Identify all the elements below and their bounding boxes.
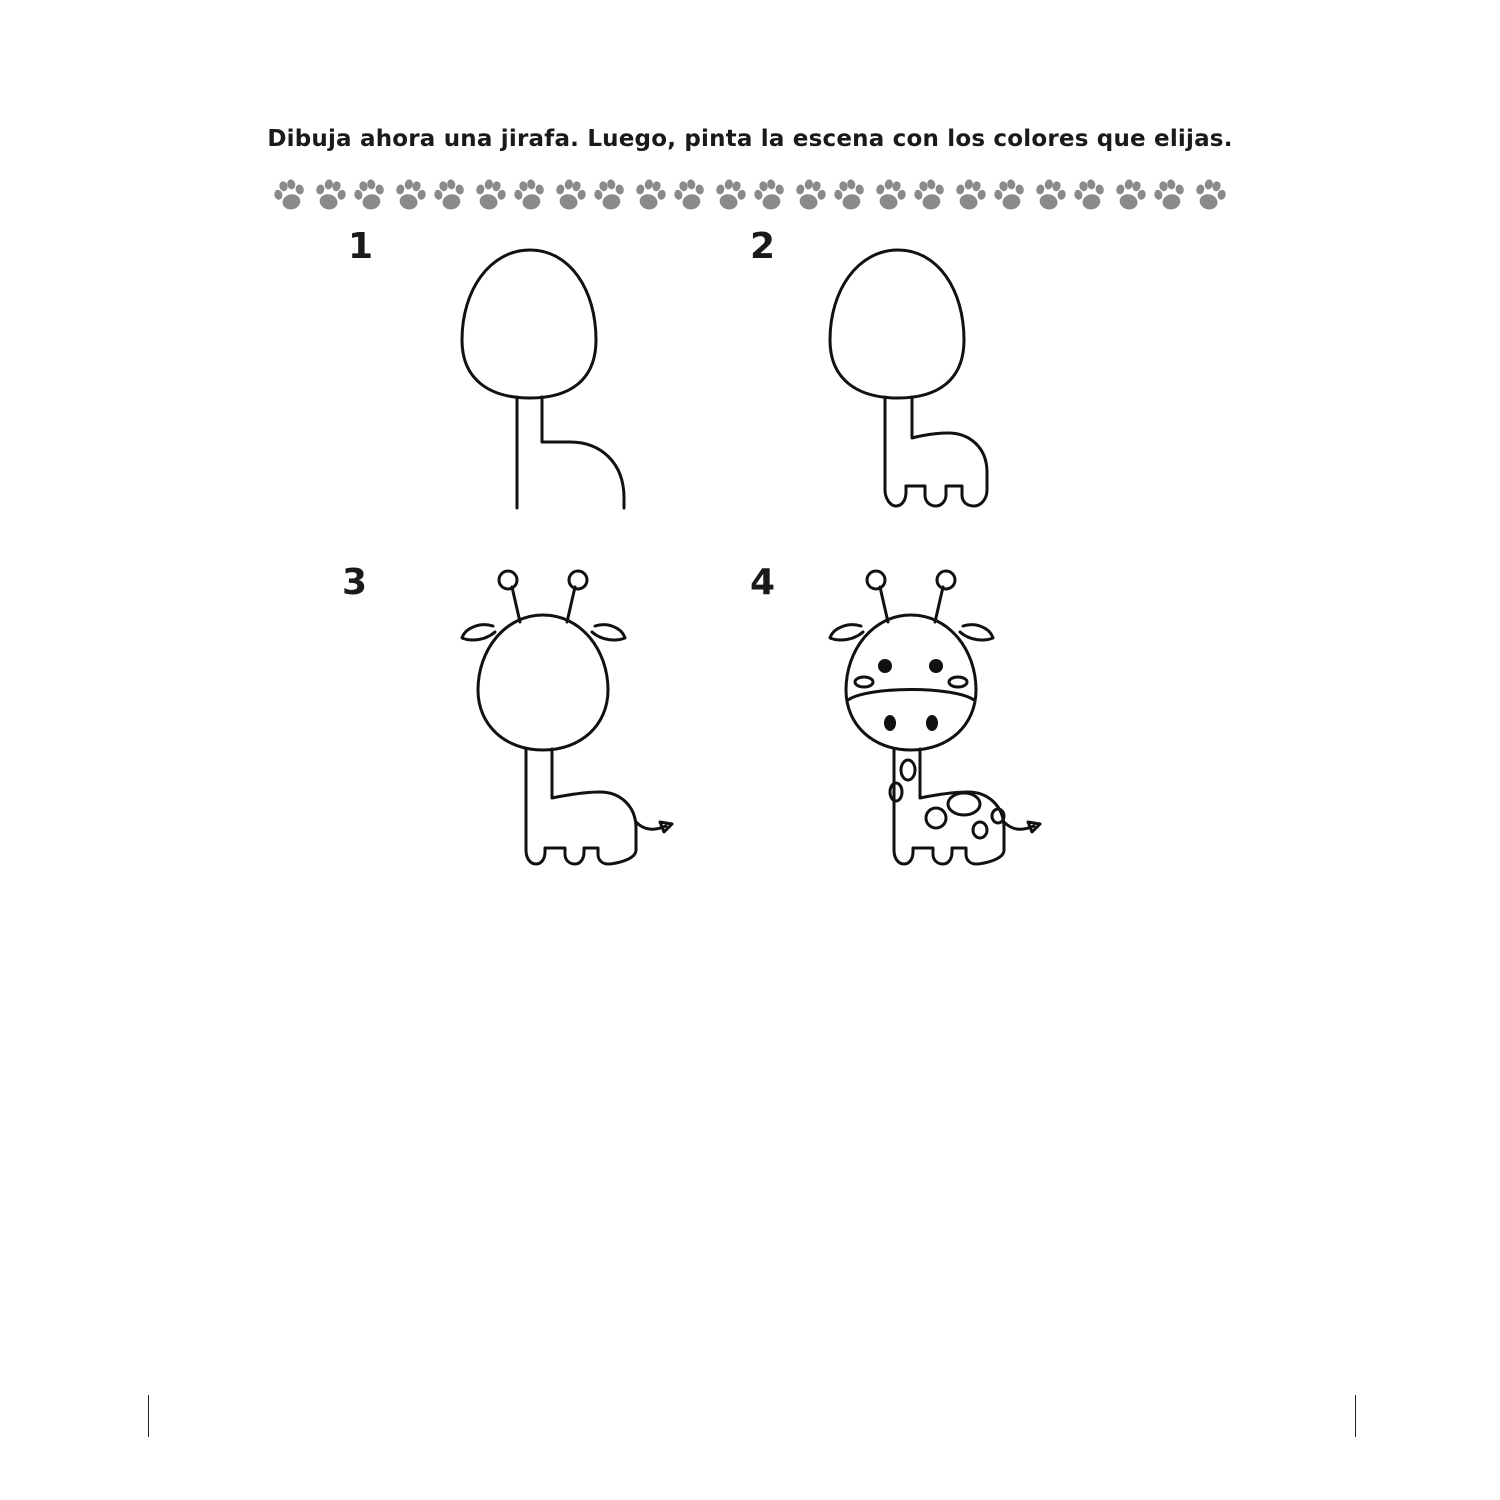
paw-print-icon	[352, 177, 388, 213]
giraffe-ear-right	[960, 625, 993, 640]
paw-print-icon	[872, 177, 908, 213]
giraffe-cheek-left	[855, 677, 873, 687]
giraffe-muzzle-line	[848, 690, 974, 701]
giraffe-spot	[973, 822, 987, 838]
paw-print-icon	[1032, 177, 1068, 213]
paw-print-icon	[592, 177, 628, 213]
step-2-giraffe-drawing	[790, 240, 1050, 530]
paw-divider	[270, 170, 1230, 220]
giraffe-cheek-right	[949, 677, 967, 687]
giraffe-spot	[890, 783, 902, 801]
giraffe-ear-left	[462, 625, 495, 640]
paw-print-icon	[832, 177, 868, 213]
giraffe-body-and-legs	[526, 749, 636, 864]
giraffe-head	[478, 615, 608, 750]
paw-print-icon	[1072, 177, 1108, 213]
giraffe-spot	[926, 808, 946, 828]
paw-print-icon	[312, 177, 348, 213]
giraffe-horn-right-tip	[937, 571, 955, 589]
giraffe-ear-right	[592, 625, 625, 640]
giraffe-eye-right	[929, 659, 943, 673]
giraffe-horn-left	[880, 587, 888, 622]
step-1-giraffe-drawing	[420, 240, 680, 530]
paw-print-icon	[1152, 177, 1188, 213]
paw-print-icon	[1112, 177, 1148, 213]
giraffe-horn-left-tip	[867, 571, 885, 589]
giraffe-horn-left	[512, 587, 520, 622]
paw-print-icon	[912, 177, 948, 213]
step-number-2: 2	[750, 226, 776, 267]
paw-print-icon	[952, 177, 988, 213]
giraffe-horn-right	[935, 587, 943, 622]
giraffe-horn-right-tip	[569, 571, 587, 589]
crop-mark-right	[1355, 1395, 1356, 1437]
step-number-4: 4	[750, 562, 776, 603]
paw-print-icon	[792, 177, 828, 213]
crop-mark-left	[148, 1395, 149, 1437]
paw-print-icon	[632, 177, 668, 213]
paw-print-icon	[472, 177, 508, 213]
giraffe-ear-left	[830, 625, 863, 640]
paw-print-icon	[552, 177, 588, 213]
giraffe-body-and-legs	[885, 397, 987, 506]
paw-print-icon	[992, 177, 1028, 213]
giraffe-horn-left-tip	[499, 571, 517, 589]
paw-print-icon	[392, 177, 428, 213]
paw-print-icon	[752, 177, 788, 213]
paw-print-icon	[272, 177, 308, 213]
giraffe-spot	[948, 793, 980, 815]
giraffe-head	[830, 250, 964, 398]
giraffe-head	[462, 250, 596, 398]
paw-print-icon	[672, 177, 708, 213]
paw-print-icon	[512, 177, 548, 213]
paw-print-icon	[1192, 177, 1228, 213]
instruction-title: Dibuja ahora una jirafa. Luego, pinta la escena con los colores que elijas.	[267, 126, 1233, 152]
giraffe-nostril-left	[884, 715, 896, 731]
giraffe-nostril-right	[926, 715, 938, 731]
paw-print-icon	[432, 177, 468, 213]
giraffe-head	[846, 615, 976, 750]
paw-print-icon	[712, 177, 748, 213]
giraffe-horn-right	[567, 587, 575, 622]
step-number-3: 3	[342, 562, 368, 603]
giraffe-neck-right	[542, 397, 624, 508]
giraffe-spot	[901, 760, 915, 780]
step-3-giraffe-drawing	[450, 560, 690, 880]
step-4-giraffe-drawing	[818, 560, 1058, 880]
giraffe-eye-left	[878, 659, 892, 673]
step-number-1: 1	[348, 226, 374, 267]
